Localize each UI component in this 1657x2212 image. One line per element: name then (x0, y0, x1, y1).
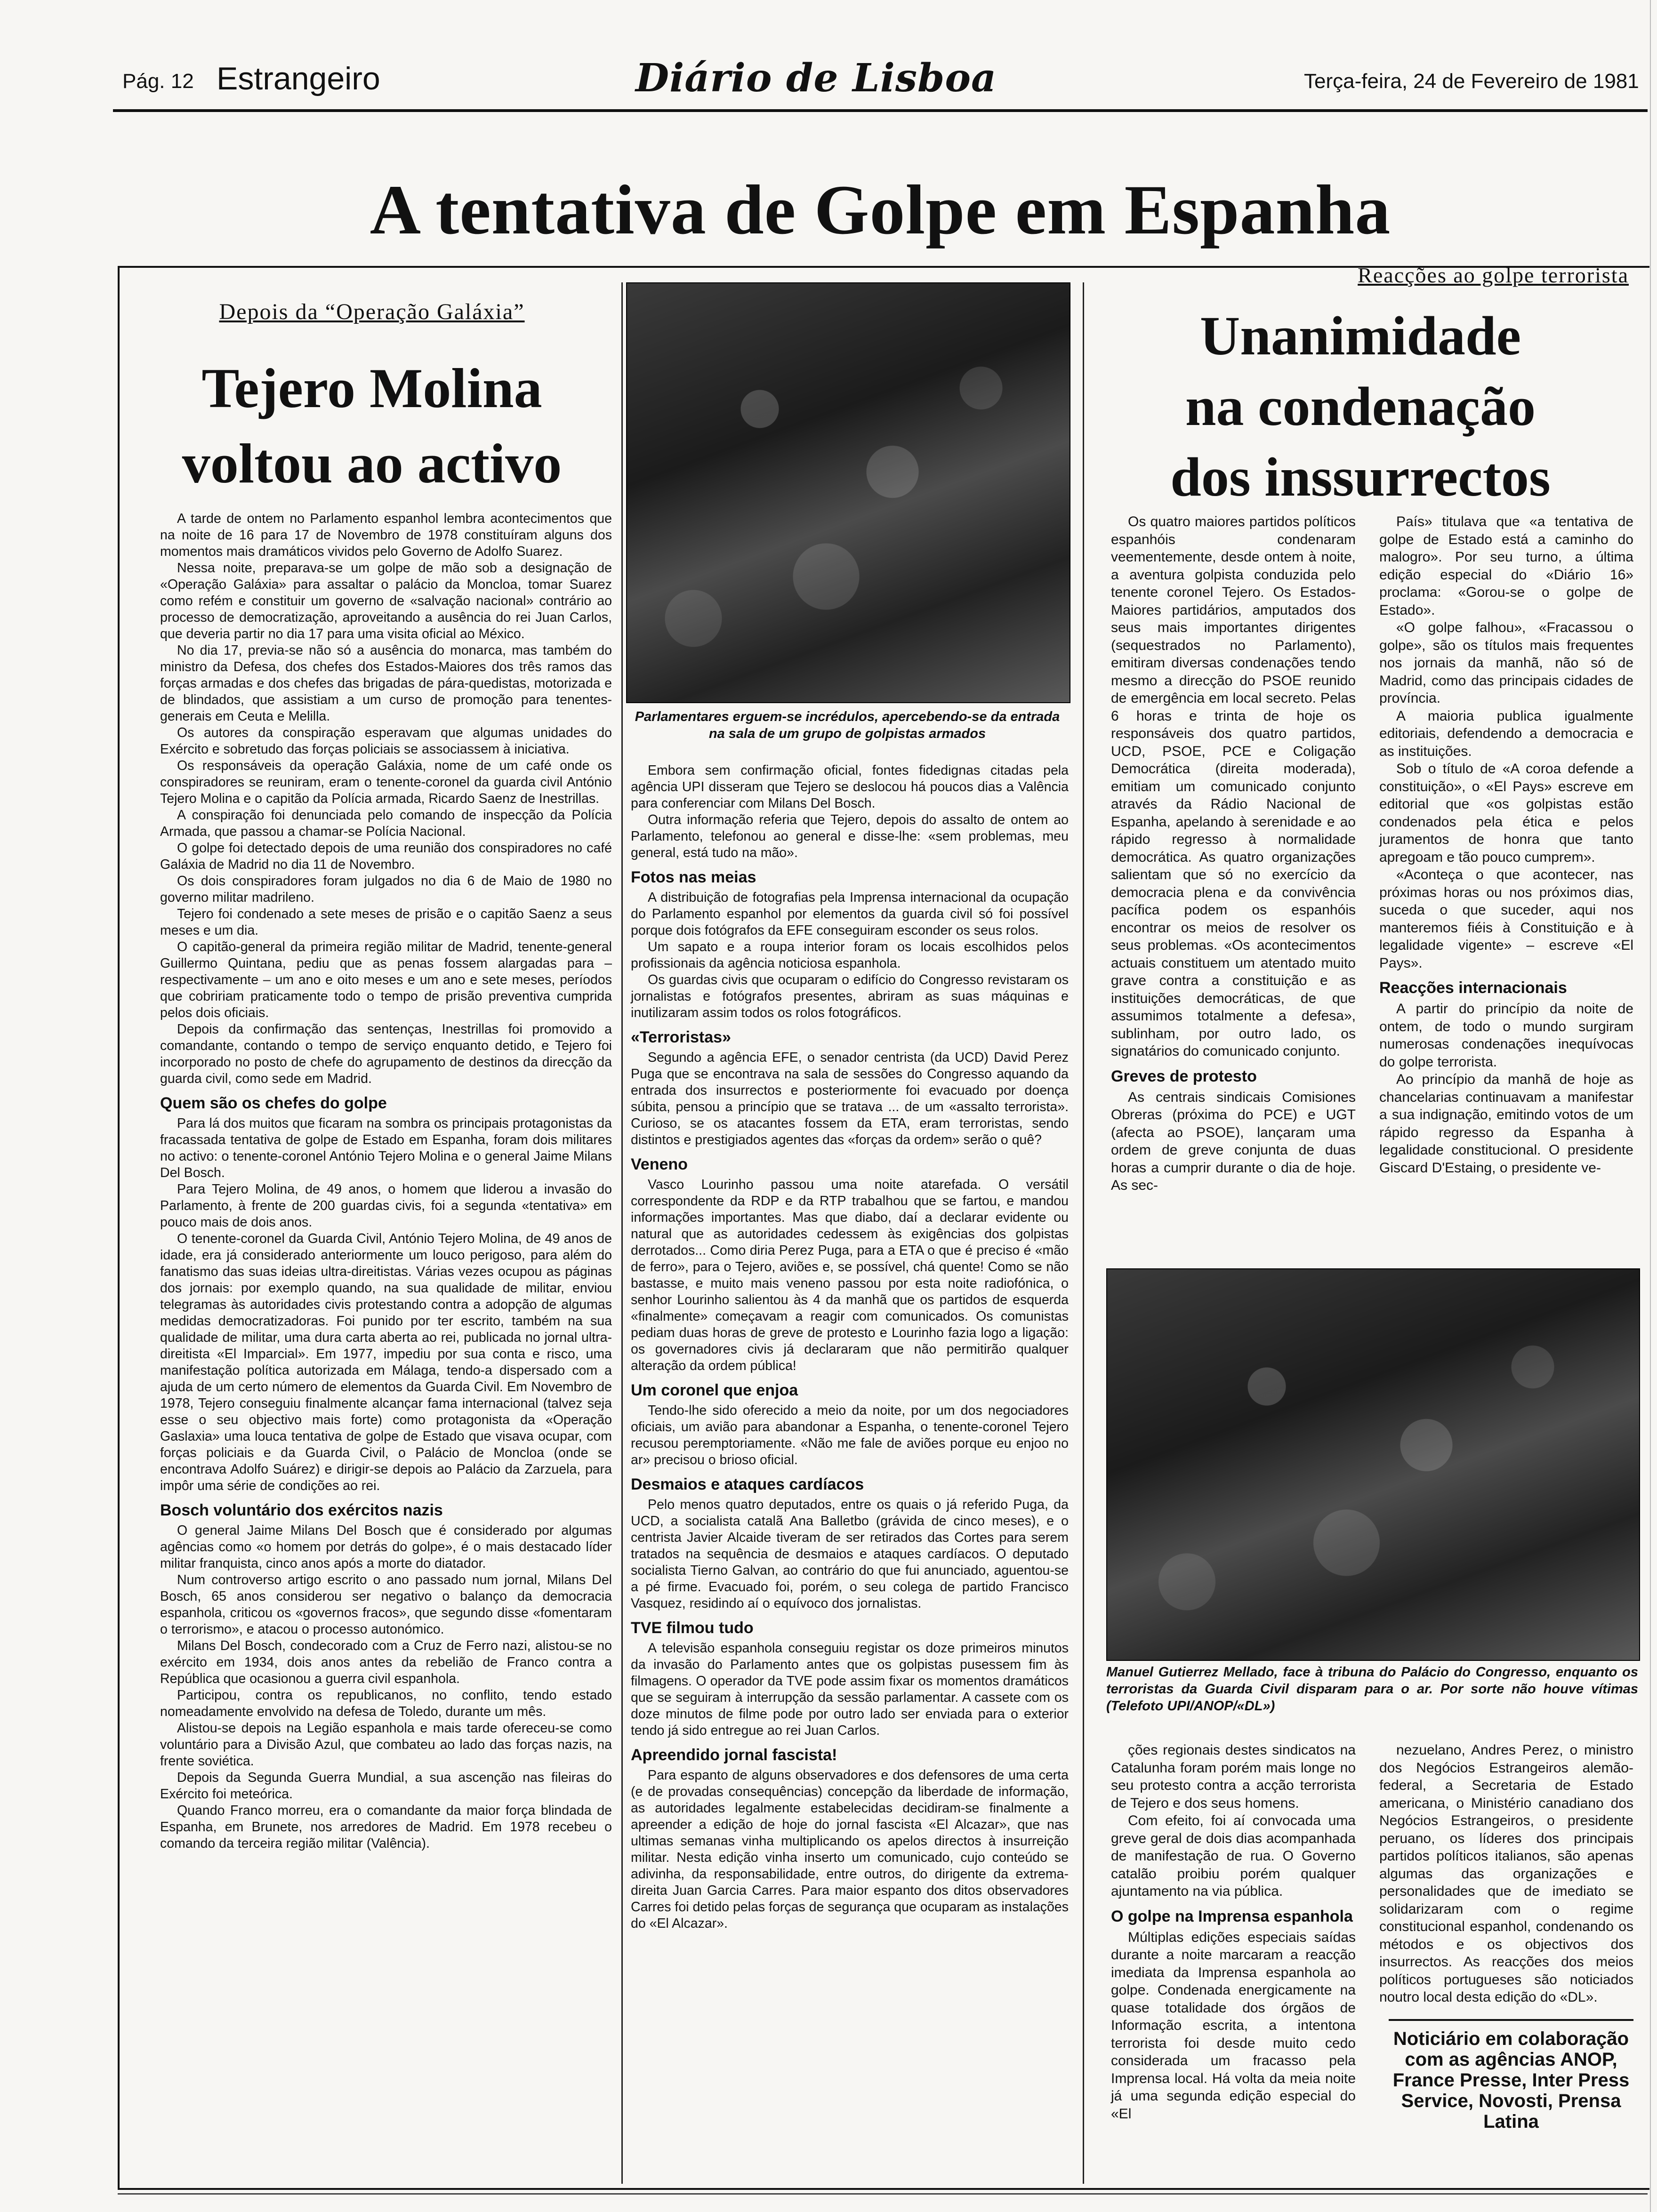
bottom-rule (118, 2193, 1648, 2195)
paragraph: As centrais sindicais Comisiones Obreras (próxima do PCE) e UGT (afecta ao PSOE), lançaram uma ordem de greve conjunta de duas horas a cumprir durante o dia de hoje. As sec- (1111, 1089, 1356, 1193)
paragraph: Os quatro maiores partidos políticos espanhóis condenaram veementemente, desde ontem à noite, a aventura golpista conduzida pelo tenente coronel Tejero. Os Estados-Maiores partidários, amputados dos seus mais importantes dirigentes (sequestrados no Parlamento), emitiram diversas condenações tendo mesmo a direcção do PSOE reunido de emergência em local secreto. Pelas 6 horas e trinta de hoje os responsáveis dos quatro partidos, UCD, PSOE, PCE e Coligação Democrática (direita moderada), emitiam um comunicado conjunto através da Rádio Nacional de Espanha, apelando à serenidade e ao rápido regresso à normalidade democrática. As quatro organizações salientam que só no exercício da democracia plena e da convivência pacífica podem os espanhóis encontrar os meios de resolver os seus problemas. «Os acontecimentos actuais constituem um atentado muito grave contra a constituição e as instituições democráticas, de que assumimos totalmente a defesa», sublinham, por outro lado, os signatários do comunicado conjunto. (1111, 514, 1356, 1059)
middle-subhead-2: «Terroristas» (631, 1028, 731, 1046)
paragraph: A partir do princípio da noite de ontem, de todo o mundo surgiram numerosas condenações inequívocas do golpe terrorista. (1379, 1001, 1633, 1070)
paragraph: O capitão-general da primeira região militar de Madrid, tenente-general Guillermo Quintana, pediu que as penas fossem alargadas para – respectivamente – um ano e oito meses e um ano e sete meses, períodos que cobririam praticamente todo o tempo de prisão preventiva cumprida pelos dois oficiais. (160, 939, 612, 1020)
paragraph: nezuelano, Andres Perez, o ministro dos Negócios Estrangeiros alemão-federal, a Secretaria de Estado americana, o Ministério canadiano dos Negócios Estrangeiros, o presidente peruano, os líderes dos principais partidos políticos italianos, são apenas algumas das organizações e personalidades que de imediato se solidarizaram com o regime constitucional espanhol, condenando os métodos e os objectivos dos insurrectos. As reacções dos meios políticos portugueses são noticiados noutro local desta edição do «DL». (1379, 1742, 1633, 2005)
right-photo-caption: Manuel Gutierrez Mellado, face à tribuna do Palácio do Congresso, enquanto os terroristas da Guarda Civil disparam para o ar. Por sorte não houve vítimas (Telefoto UPI/ANOP/«DL») (1106, 1665, 1638, 1714)
right-subhead-imprensa: O golpe na Imprensa espanhola (1111, 1907, 1353, 1925)
paragraph: Segundo a agência EFE, o senador centrista (da UCD) David Perez Puga que se encontrava na sala de sessões do Congresso aquando da entrada dos insurrectos e posteriormente foi evacuado por doença súbita, pensou a princípio que se tratava ... de um «assalto terrorista». Curioso, se os atacantes fossem da ETA, eram terroristas, sendo distintos e prestigiados agentes das «forças da ordem» serão o quê? (631, 1050, 1069, 1147)
header-rule (113, 109, 1648, 112)
right-col-d (1379, 1741, 1633, 2006)
middle-subhead-1: Fotos nas meias (631, 868, 756, 886)
paragraph: A maioria publica igualmente editoriais, defendendo a democracia e as instituições. (1379, 708, 1633, 759)
page-headline: A tentativa de Golpe em Espanha (370, 171, 1391, 249)
paragraph: Um sapato e a roupa interior foram os locais escolhidos pelos profissionais da agência noticiosa espanhola. (631, 939, 1069, 971)
left-subhead-1: Quem são os chefes do golpe (160, 1094, 387, 1112)
paragraph: O golpe foi detectado depois de uma reunião dos conspiradores no café Galáxia de Madrid no dia 11 de Novembro. (160, 841, 612, 872)
paragraph: «Aconteça o que acontecer, nas próximas horas ou nos próximos dias, suceda o que suceder, aqui nos manteremos fiéis à Constituição e à legalidade vigente» – escreve «El Pays». (1379, 867, 1633, 971)
parliament-photo (626, 282, 1070, 703)
paragraph: Os dois conspiradores foram julgados no dia 6 de Maio de 1980 no governo militar madrileno. (160, 874, 612, 905)
paragraph: «O golpe falhou», «Fracassou o golpe», são os títulos mais frequentes nos jornais da manhã, não só de Madrid, como das principais cidades de província. (1379, 620, 1633, 706)
paragraph: O general Jaime Milans Del Bosch que é considerado por algumas agências como «o homem por detrás do golpe», é o mais destacado líder militar franquista, cinco anos após a morte do diatador. (160, 1523, 612, 1571)
paragraph: Depois da confirmação das sentenças, Inestrillas foi promovido a comandante, contando o tempo de serviço enquanto detido, e Tejero foi incorporado no posto de chefe do agrupamento de destinos da direcção da guarda civil, como sede em Madrid. (160, 1022, 612, 1086)
section-name: Estrangeiro (217, 61, 380, 96)
mellado-photo (1106, 1268, 1640, 1661)
middle-subhead-4: Um coronel que enjoa (631, 1381, 798, 1399)
page-number: Pág. 12 (122, 70, 194, 93)
right-col-a (1111, 513, 1356, 1194)
paragraph: Os guardas civis que ocuparam o edifício do Congresso revistaram os jornalistas e fotógrafos presentes, abriram as suas máquinas e inutilizaram assim todos os rolos fotográficos. (631, 972, 1069, 1020)
paragraph: Sob o título de «A coroa defende a constituição», o «El Pays» escreve em editorial que «os golpistas estão condenados pela ética e pelos juramentos de honra que tanto apregoam e tão pouco cumprem». (1379, 761, 1633, 865)
agency-note: Noticiário em colaboração com as agências ANOP, France Presse, Inter Press Service, Novosti, Prensa Latina (1392, 2028, 1630, 2132)
left-title-line2: voltou ao activo (182, 432, 562, 495)
left-kicker: Depois da “Operação Galáxia” (219, 299, 525, 324)
paragraph: Vasco Lourinho passou uma noite atarefada. O versátil correspondente da RDP e da RTP trabalhou que se fartou, e mandou informações importantes. Mas que diabo, daí a declarar evidente ou natural que as autoridades cedessem às exigências dos golpistas derrotados... Como diria Perez Puga, para a ETA o que é preciso é «mão de ferro», para o Tejero, aviões e, se possível, chá quente! Como se não bastasse, e muito mais veneno passou por esta noite radiofónica, o senhor Lourinho salientou às 4 da manhã que os partidos de esquerda «finalmente» começavam a reagir com comunicados. Os comunistas pediam duas horas de greve de protesto e Lourinho fazia logo a ligação: os governadores civis já declararam que não permitirão qualquer alteração da ordem pública! (631, 1177, 1069, 1373)
middle-subhead-7: Apreendido jornal fascista! (631, 1746, 837, 1764)
paragraph: A televisão espanhola conseguiu registar os doze primeiros minutos da invasão do Parlamento antes que os golpistas pusessem fim às filmagens. O operador da TVE pode assim fixar os momentos dramáticos que se seguiram à interrupção da sessão parlamentar. A cassete com os doze minutos de filme pode por outro lado ser enviada para o exterior tendo já sido entregue ao rei Juan Carlos. (631, 1641, 1069, 1738)
paragraph: Ao princípio da manhã de hoje as chancelarias continuavam a manifestar a sua indignação, emitindo votos de um rápido regresso da Espanha à legalidade constitucional. O presidente Giscard D'Estaing, o presidente ve- (1379, 1072, 1633, 1176)
paragraph: Outra informação referia que Tejero, depois do assalto de ontem ao Parlamento, telefonou ao general e disse-lhe: «sem problemas, meu general, está tudo na mão». (631, 812, 1069, 860)
paragraph: A conspiração foi denunciada pelo comando de inspecção da Polícia Armada, que passou a chamar-se Polícia Nacional. (160, 808, 612, 839)
paragraph: O tenente-coronel da Guarda Civil, António Tejero Molina, de 49 anos de idade, era já considerado anteriormente um louco perigoso, para além do fanatismo das suas ideias ultra-direitistas. Várias vezes ocupou as páginas dos jornais: por exemplo quando, na sua qualidade de militar, enviou telegramas às autoridades civis protestando contra a adopção de algumas medidas democratizadoras. Foi punido por ter escrito, também na sua qualidade de militar, uma dura carta aberta ao rei, publicada no jornal ultra-direitista «El Imparcial». Em 1977, impediu por sua conta e risco, uma manifestação política autorizada em Málaga, tendo-a dispersado com a ajuda de um certo número de elementos da Guarda Civil. Em Novembro de 1978, Tejero conseguiu finalmente alcançar fama internacional (talvez seja esse o seu objectivo mais forte) como protagonista da «Operação Gaslaxia» uma louca tentativa de golpe de Estado que visava ocupar, com forças policiais e da Guarda Civil, o Palácio de Moncloa (onde se encontrava Adolfo Suárez) e dirigir-se depois ao Palácio da Zarzuela, para impôr uma série de condições ao rei. (160, 1231, 612, 1493)
right-col-b (1379, 513, 1633, 1177)
middle-photo-caption: Parlamentares erguem-se incrédulos, apercebendo-se da entrada na sala de um grupo de golpistas armados (635, 709, 1060, 741)
paragraph: Para lá dos muitos que ficaram na sombra os principais protagonistas da fracassada tentativa de golpe de Estado em Espanha, foram dois militares no activo: o tenente-coronel António Tejero Molina e o general Jaime Milans Del Bosch. (160, 1116, 612, 1180)
page-edge (1650, 0, 1651, 2212)
right-kicker: Reacções ao golpe terrorista (1358, 263, 1629, 287)
left-body (160, 511, 612, 1852)
paragraph: Pelo menos quatro deputados, entre os quais o já referido Puga, da UCD, a socialista catalã Ana Balletbo (grávida de cinco meses), e o centrista Javier Alcaide tiveram de ser retirados das Cortes para serem tratados na sequência de desmaios e ataques cardíacos. O deputado socialista Tierno Galvan, ao contrário do que fui anunciado, aguentou-se a pé firme. Evacuado foi, porém, o seu colega de partido Francisco Vasquez, residindo aí o equívoco dos jornalistas. (631, 1497, 1069, 1611)
right-col-c (1111, 1741, 1356, 2123)
paragraph: No dia 17, previa-se não só a ausência do monarca, mas também do ministro da Defesa, dos chefes dos Estados-Maiores dos três ramos das forças armadas e dos chefes das brigadas de pára-quedistas, motorizada e de blindados, que assistiam a um curso de promoção para tenentes-generais em Ceuta e Melilla. (160, 643, 612, 724)
middle-subhead-3: Veneno (631, 1155, 688, 1173)
column-divider-2 (1083, 282, 1084, 2184)
paragraph: Os autores da conspiração esperavam que algumas unidades do Exército e sobretudo das forças policiais se associassem à iniciativa. (160, 725, 612, 757)
paragraph: Para Tejero Molina, de 49 anos, o homem que liderou a invasão do Parlamento, à frente de 200 guardas civis, foi a segunda «tentativa» em pouco mais de dois anos. (160, 1182, 612, 1230)
paragraph: País» titulava que «a tentativa de golpe de Estado está a caminho do malogro». Por seu turno, a última edição especial do «Diário 16» proclama: «Gorou-se o golpe de Estado». (1379, 514, 1633, 618)
paragraph: Num controverso artigo escrito o ano passado num jornal, Milans Del Bosch, 65 anos considerou ser negativo o balanço da democracia espanhola, criticou os «governos fracos», que segundo disse «fomentaram o terrorismo», e atacou o processo autonómico. (160, 1572, 612, 1637)
paragraph: Participou, contra os republicanos, no conflito, tendo estado nomeadamente envolvido na defesa de Toledo, durante um mês. (160, 1688, 612, 1719)
paragraph: A distribuição de fotografias pela Imprensa internacional da ocupação do Parlamento espanhol por elementos da guarda civil só foi possível porque dois fotógrafos da EFE conseguiram esconder os seus rolos. (631, 890, 1069, 938)
paragraph: A tarde de ontem no Parlamento espanhol lembra acontecimentos que na noite de 16 para 17 de Novembro de 1978 constituíram alguns dos momentos mais dramáticos vividos pelo Governo de Adolfo Suarez. (160, 511, 612, 559)
paragraph: ções regionais destes sindicatos na Catalunha foram porém mais longe no seu protesto contra a acção terrorista de Tejero e dos seus homens. (1111, 1742, 1356, 1811)
paragraph: Milans Del Bosch, condecorado com a Cruz de Ferro nazi, alistou-se no exército em 1934, dois anos antes da rebelião de Franco contra a República que ocasionou a guerra civil espanhola. (160, 1638, 612, 1686)
paragraph: Com efeito, foi aí convocada uma greve geral de dois dias acompanhada de manifestação de rua. O Governo catalão proibiu porém qualquer ajuntamento na via pública. (1111, 1813, 1356, 1899)
paragraph: Depois da Segunda Guerra Mundial, a sua ascenção nas fileiras do Exército foi meteórica. (160, 1770, 612, 1802)
left-title-line1: Tejero Molina (201, 357, 542, 419)
paragraph: Os responsáveis da operação Galáxia, nome de um café onde os conspiradores se reuniram, eram o tenente-coronel da guarda civil António Tejero Molina e o capitão da Polícia armada, Ricardo Saenz de Inestrillas. (160, 758, 612, 806)
paragraph: Tendo-lhe sido oferecido a meio da noite, por um dos negociadores oficiais, um avião para abandonar a Espanha, o tenente-coronel Tejero recusou peremptoriamente. «Não me fale de aviões porque eu enjoo no ar» precisou o brioso oficial. (631, 1403, 1069, 1467)
paragraph: Embora sem confirmação oficial, fontes fidedignas citadas pela agência UPI disseram que Tejero se deslocou há poucos dias a Valência para conferenciar com Milans Del Bosch. (631, 763, 1069, 811)
right-subhead-greves: Greves de protesto (1111, 1067, 1257, 1085)
paragraph: Tejero foi condenado a sete meses de prisão e o capitão Saenz a seus meses e um dia. (160, 906, 612, 938)
left-subhead-2: Bosch voluntário dos exércitos nazis (160, 1501, 443, 1519)
right-title-line1: Unanimidade (1200, 305, 1521, 367)
right-title-line2: na condenação (1185, 376, 1536, 437)
issue-date: Terça-feira, 24 de Fevereiro de 1981 (1304, 70, 1639, 93)
right-title-line3: dos inssurrectos (1170, 446, 1551, 508)
agency-rule (1389, 2019, 1633, 2021)
right-subhead-internacionais: Reacções internacionais (1379, 979, 1567, 997)
middle-subhead-5: Desmaios e ataques cardíacos (631, 1475, 864, 1493)
paragraph: Alistou-se depois na Legião espanhola e mais tarde ofereceu-se como voluntário para a Divisão Azul, que combateu ao lado das forças nazis, na frente soviética. (160, 1721, 612, 1769)
middle-body (631, 762, 1069, 1932)
masthead: Diário de Lisboa (635, 56, 997, 101)
middle-subhead-6: TVE filmou tudo (631, 1619, 754, 1637)
paragraph: Quando Franco morreu, era o comandante da maior força blindada de Espanha, em Brunete, nos arredores de Madrid. Em 1978 recebeu o comando da terceira região militar (Valência). (160, 1803, 612, 1851)
paragraph: Múltiplas edições especiais saídas durante a noite marcaram a reacção imediata da Imprensa espanhola ao golpe. Condenada energicamente na quase totalidade dos órgãos de Informação escrita, a intentona terrorista foi desde muito cedo considerada um fracasso pela Imprensa local. Há volta da meia noite já uma segunda edição especial do «El (1111, 1929, 1356, 2122)
paragraph: Nessa noite, preparava-se um golpe de mão sob a designação de «Operação Galáxia» para assaltar o palácio da Moncloa, tomar Suarez como refém e constituir um governo de «salvação nacional» contrário ao processo de democratização, aproveitando a ausência do rei Juan Carlos, que deveria partir no dia 17 para uma visita oficial ao México. (160, 561, 612, 641)
column-divider (621, 282, 623, 2184)
paragraph: Para espanto de alguns observadores e dos defensores de uma certa (e de provadas consequências) concepção da liberdade de informação, as autoridades legalmente estabelecidas decidiram-se finalmente a apreender a edição de hoje do jornal fascista «El Alcazar», que nas ultimas semanas vinha multiplicando os apelos directos à insurreição militar. Nesta edição vinha inserto um comunicado, cujo conteúdo se adivinha, da responsabilidade, entre outros, do dirigente da extrema-direita Juan Garcia Carres. Para maior espanto dos ditos observadores Carres foi detido pelas forças de segurança que ocuparam as instalações do «El Alcazar». (631, 1768, 1069, 1931)
